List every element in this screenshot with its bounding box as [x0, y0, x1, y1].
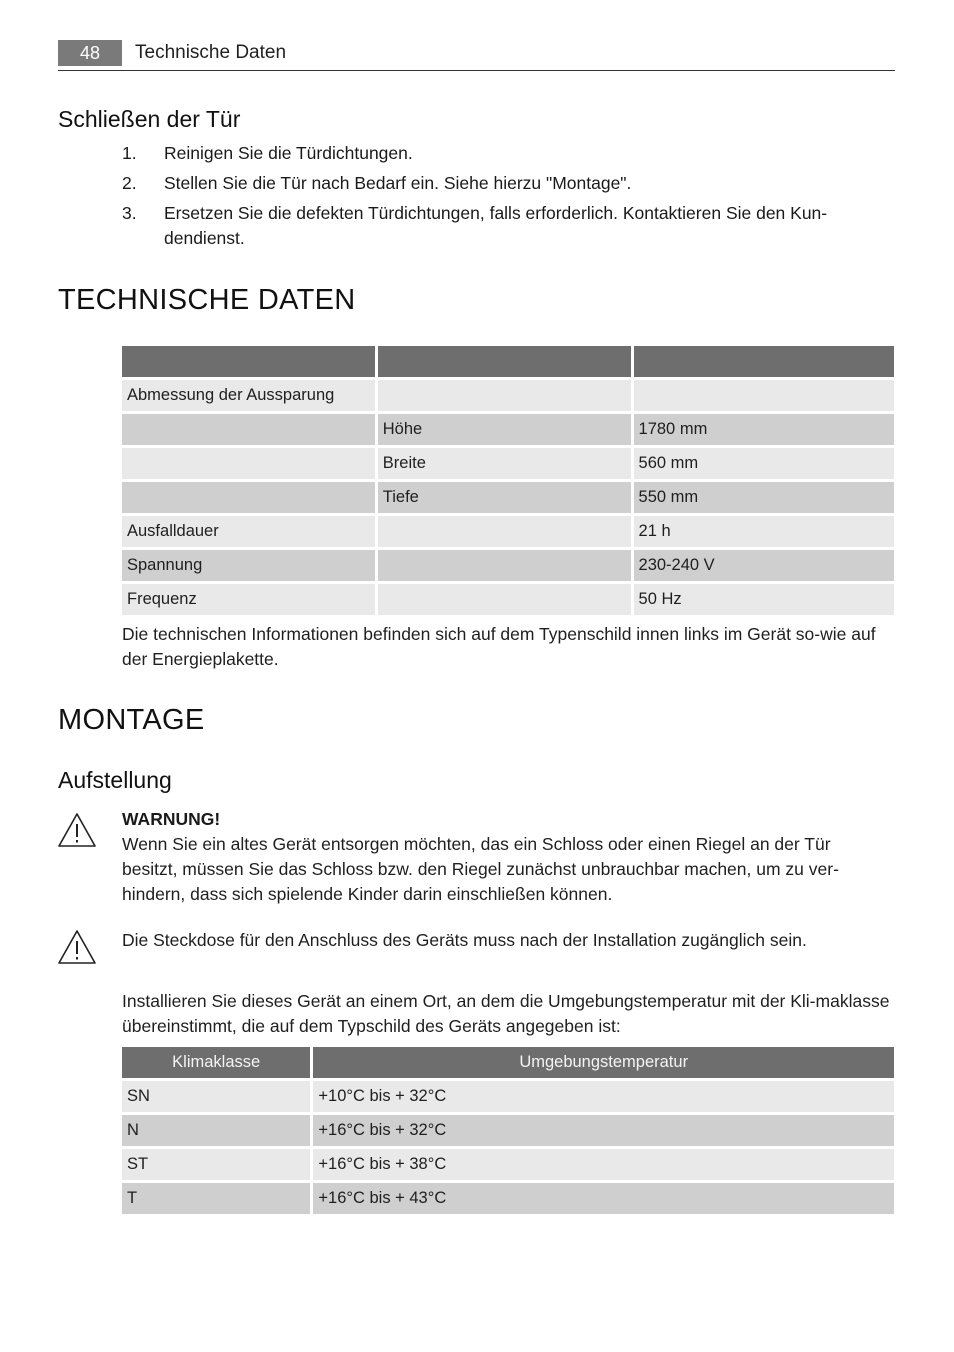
table-cell: +16°C bis + 43°C — [313, 1183, 894, 1214]
table-row — [122, 584, 894, 615]
door-steps-list — [58, 141, 888, 256]
table-row — [122, 550, 894, 581]
table-cell: 550 mm — [634, 482, 894, 513]
table-cell — [122, 414, 375, 445]
table-header-cell — [634, 346, 894, 377]
step-number: 1. — [122, 143, 137, 163]
table-row — [122, 1081, 894, 1112]
warning-text: Wenn Sie ein altes Gerät entsorgen möchten, das ein Schloss oder einen Riegel an der Tür besitzt, müssen Sie das Schloss bzw. den Riegel zunächst unbrauchbar machen, um zu ver-hindern, dass sich spielende Kinder darin einschließen können. — [122, 834, 839, 904]
table-cell: ST — [122, 1149, 310, 1180]
table-cell: 50 Hz — [634, 584, 894, 615]
table-cell: SN — [122, 1081, 310, 1112]
table-row — [122, 1115, 894, 1146]
table-row — [122, 380, 894, 411]
table-cell — [634, 380, 894, 411]
table-row — [122, 448, 894, 479]
caution-text: Die Steckdose für den Anschluss des Geräts muss nach der Installation zugänglich sein. — [122, 930, 807, 950]
running-header-title: Technische Daten — [135, 42, 287, 63]
table-header-cell — [378, 346, 631, 377]
warning-title: WARNUNG! — [122, 809, 221, 829]
table-header-cell — [122, 346, 375, 377]
caution-triangle-icon — [57, 929, 97, 965]
list-item — [58, 171, 888, 196]
table-cell — [378, 584, 631, 615]
table-cell: 1780 mm — [634, 414, 894, 445]
step-text: Stellen Sie die Tür nach Bedarf ein. Siehe hierzu "Montage". — [164, 173, 632, 193]
table-cell: N — [122, 1115, 310, 1146]
tech-data-note: Die technischen Informationen befinden sich auf dem Typenschild innen links im Gerät so-wie auf der Energieplakette. — [122, 624, 876, 669]
step-text: Ersetzen Sie die defekten Türdichtungen, falls erforderlich. Kontaktieren Sie den Kun-dendienst. — [164, 203, 828, 248]
list-item — [58, 141, 888, 166]
table-cell: T — [122, 1183, 310, 1214]
table-cell — [378, 380, 631, 411]
page-number: 48 — [58, 40, 122, 66]
step-number: 2. — [122, 173, 137, 193]
table-row — [122, 482, 894, 513]
step-number: 3. — [122, 203, 137, 223]
table-cell: 21 h — [634, 516, 894, 547]
climate-class-table — [119, 1044, 897, 1217]
table-cell: Tiefe — [378, 482, 631, 513]
montage-heading: MONTAGE — [58, 704, 205, 736]
table-cell: 230-240 V — [634, 550, 894, 581]
table-cell — [378, 550, 631, 581]
aufstellung-heading: Aufstellung — [58, 767, 172, 793]
table-header-cell: Umgebungstemperatur — [313, 1047, 894, 1078]
table-cell — [122, 482, 375, 513]
tech-data-table — [119, 343, 897, 618]
table-cell: Breite — [378, 448, 631, 479]
step-text: Reinigen Sie die Türdichtungen. — [164, 143, 413, 163]
header-divider — [58, 70, 895, 71]
install-text: Installieren Sie dieses Gerät an einem Ort, an dem die Umgebungstemperatur mit der Kli-maklasse übereinstimmt, die auf dem Typschild des Geräts angegeben ist: — [122, 991, 890, 1036]
table-row — [122, 1149, 894, 1180]
table-header-row — [122, 1047, 894, 1078]
table-cell: Ausfalldauer — [122, 516, 375, 547]
table-row — [122, 1183, 894, 1214]
table-cell: Frequenz — [122, 584, 375, 615]
table-cell: Höhe — [378, 414, 631, 445]
warning-triangle-icon — [57, 812, 97, 848]
table-cell: Abmessung der Aussparung — [122, 380, 375, 411]
door-section-heading: Schließen der Tür — [58, 106, 241, 132]
table-cell: +16°C bis + 32°C — [313, 1115, 894, 1146]
table-cell: Spannung — [122, 550, 375, 581]
table-header-cell: Klimaklasse — [122, 1047, 310, 1078]
table-cell — [122, 448, 375, 479]
table-row — [122, 414, 894, 445]
table-cell — [378, 516, 631, 547]
table-cell: +16°C bis + 38°C — [313, 1149, 894, 1180]
table-cell: 560 mm — [634, 448, 894, 479]
table-row — [122, 516, 894, 547]
tech-data-heading: TECHNISCHE DATEN — [58, 284, 356, 316]
table-header-row — [122, 346, 894, 377]
list-item — [58, 201, 888, 251]
table-cell: +10°C bis + 32°C — [313, 1081, 894, 1112]
